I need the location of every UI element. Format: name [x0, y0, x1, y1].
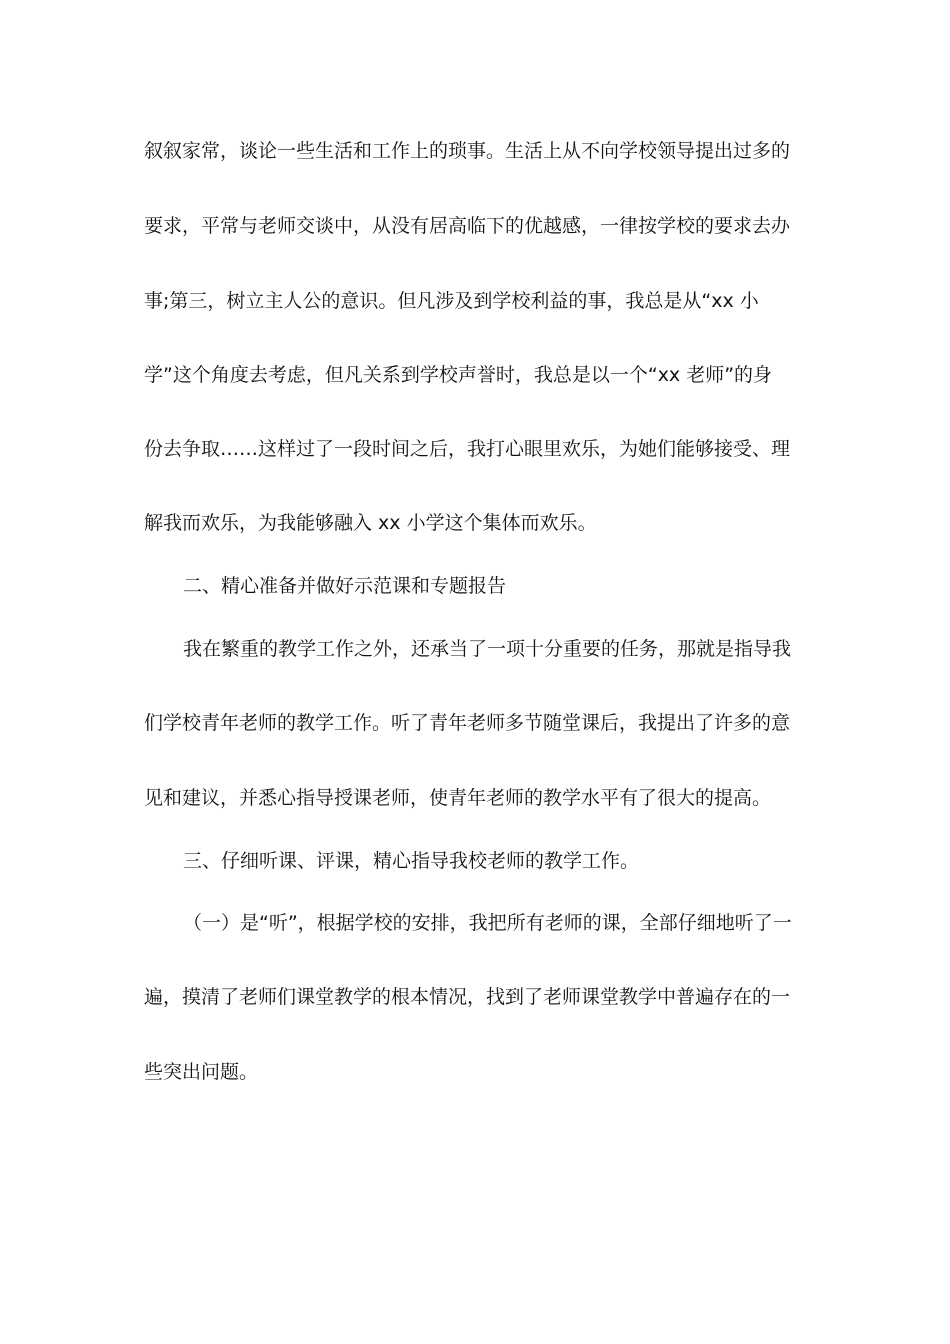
paragraph-line: 遍，摸清了老师们课堂教学的根本情况，找到了老师课堂教学中普遍存在的一: [144, 986, 791, 1008]
paragraph-line: 解我而欢乐，为我能够融入 xx 小学这个集体而欢乐。: [144, 512, 597, 534]
paragraph-line: 们学校青年老师的教学工作。听了青年老师多节随堂课后，我提出了许多的意: [144, 712, 791, 734]
paragraph-line: 事;第三，树立主人公的意识。但凡涉及到学校利益的事，我总是从“xx 小: [144, 290, 759, 312]
paragraph-line: 要求，平常与老师交谈中，从没有居高临下的优越感，一律按学校的要求去办: [144, 215, 791, 237]
paragraph-line: （一）是“听”，根据学校的安排，我把所有老师的课，全部仔细地听了一: [183, 912, 792, 934]
paragraph-line: 些突出问题。: [144, 1061, 259, 1083]
paragraph-line: 我在繁重的教学工作之外，还承当了一项十分重要的任务，那就是指导我: [183, 638, 792, 660]
section-heading: 二、精心准备并做好示范课和专题报告: [183, 575, 507, 597]
paragraph-line: 学”这个角度去考虑，但凡关系到学校声誉时，我总是以一个“xx 老师”的身: [144, 364, 773, 386]
paragraph-line: 份去争取……这样过了一段时间之后，我打心眼里欢乐，为她们能够接受、理: [144, 438, 791, 460]
paragraph-line: 见和建议，并悉心指导授课老师，使青年老师的教学水平有了很大的提高。: [144, 787, 772, 809]
section-heading: 三、仔细听课、评课，精心指导我校老师的教学工作。: [183, 850, 640, 872]
paragraph-line: 叙叙家常，谈论一些生活和工作上的琐事。生活上从不向学校领导提出过多的: [144, 140, 791, 162]
